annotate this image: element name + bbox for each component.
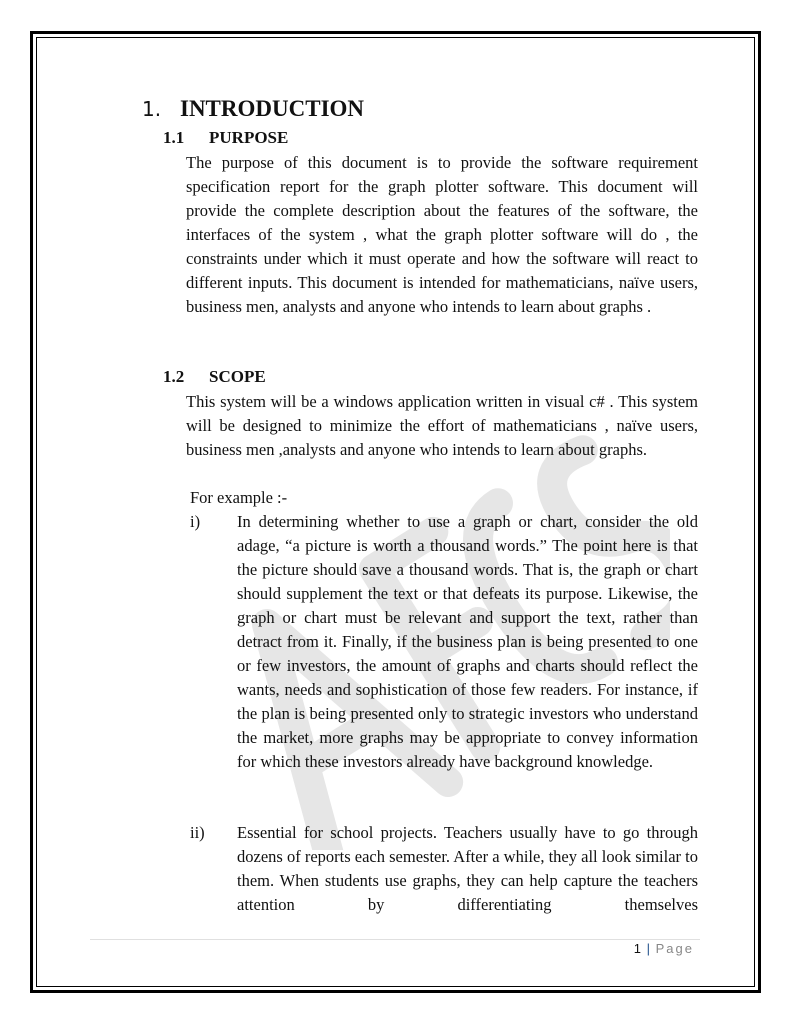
list-item-number: i)	[190, 512, 201, 531]
subsection-number: 1.1	[163, 128, 185, 147]
section-heading	[142, 96, 364, 122]
list-item-number: ii)	[190, 823, 205, 842]
subsection-title: PURPOSE	[209, 128, 289, 147]
page-number: 1	[633, 941, 642, 956]
purpose-paragraph: The purpose of this document is to provide the software requirement specification report for the graph plotter software. This document will provide the complete description about the features of the software, the interfaces of the system , what the graph plotter software will do , the constraints under which it must operate and how the software will react to different inputs. This document is intended for mathematicians, naïve users, business men, analysts and anyone who intends to learn about graphs .	[186, 153, 698, 316]
page-footer	[634, 941, 694, 956]
page-label: Page	[655, 941, 694, 956]
subsection-title: SCOPE	[209, 367, 266, 386]
footer-separator: |	[646, 941, 651, 956]
subsection-number: 1.2	[163, 367, 185, 386]
list-item-text: In determining whether to use a graph or chart, consider the old adage, “a picture is worth a thousand words.” The point here is that the picture should save a thousand words. That is, the graph or chart should supplement the text or that defeats its purpose. Likewise, the graph or chart must be relevant and support the text, rather than detract from it. Finally, if the business plan is being presented to one or few investors, the amount of graphs and charts should reflect the wants, needs and sophistication of those few readers. For instance, if the plan is being presented only to strategic investors who understand the market, more graphs may be appropriate to convey information for which these investors already have background knowledge.	[237, 512, 698, 771]
example-intro: For example :-	[190, 488, 288, 507]
section-title: INTRODUCTION	[180, 96, 365, 121]
subsection-heading-scope	[163, 367, 266, 387]
subsection-heading-purpose	[163, 128, 288, 148]
scope-paragraph: This system will be a windows application written in visual c# . This system will be designed to minimize the effort of mathematicians , naïve users, business men ,analysts and anyone who intends to learn about graphs.	[186, 392, 698, 459]
list-item-text: Essential for school projects. Teachers usually have to go through dozens of reports each semester. After a while, they all look similar to them. When students use graphs, they can help capture the teachers attention by differentiating themselves	[237, 823, 698, 914]
section-number: 1.	[142, 97, 162, 121]
footer-rule	[90, 939, 700, 940]
